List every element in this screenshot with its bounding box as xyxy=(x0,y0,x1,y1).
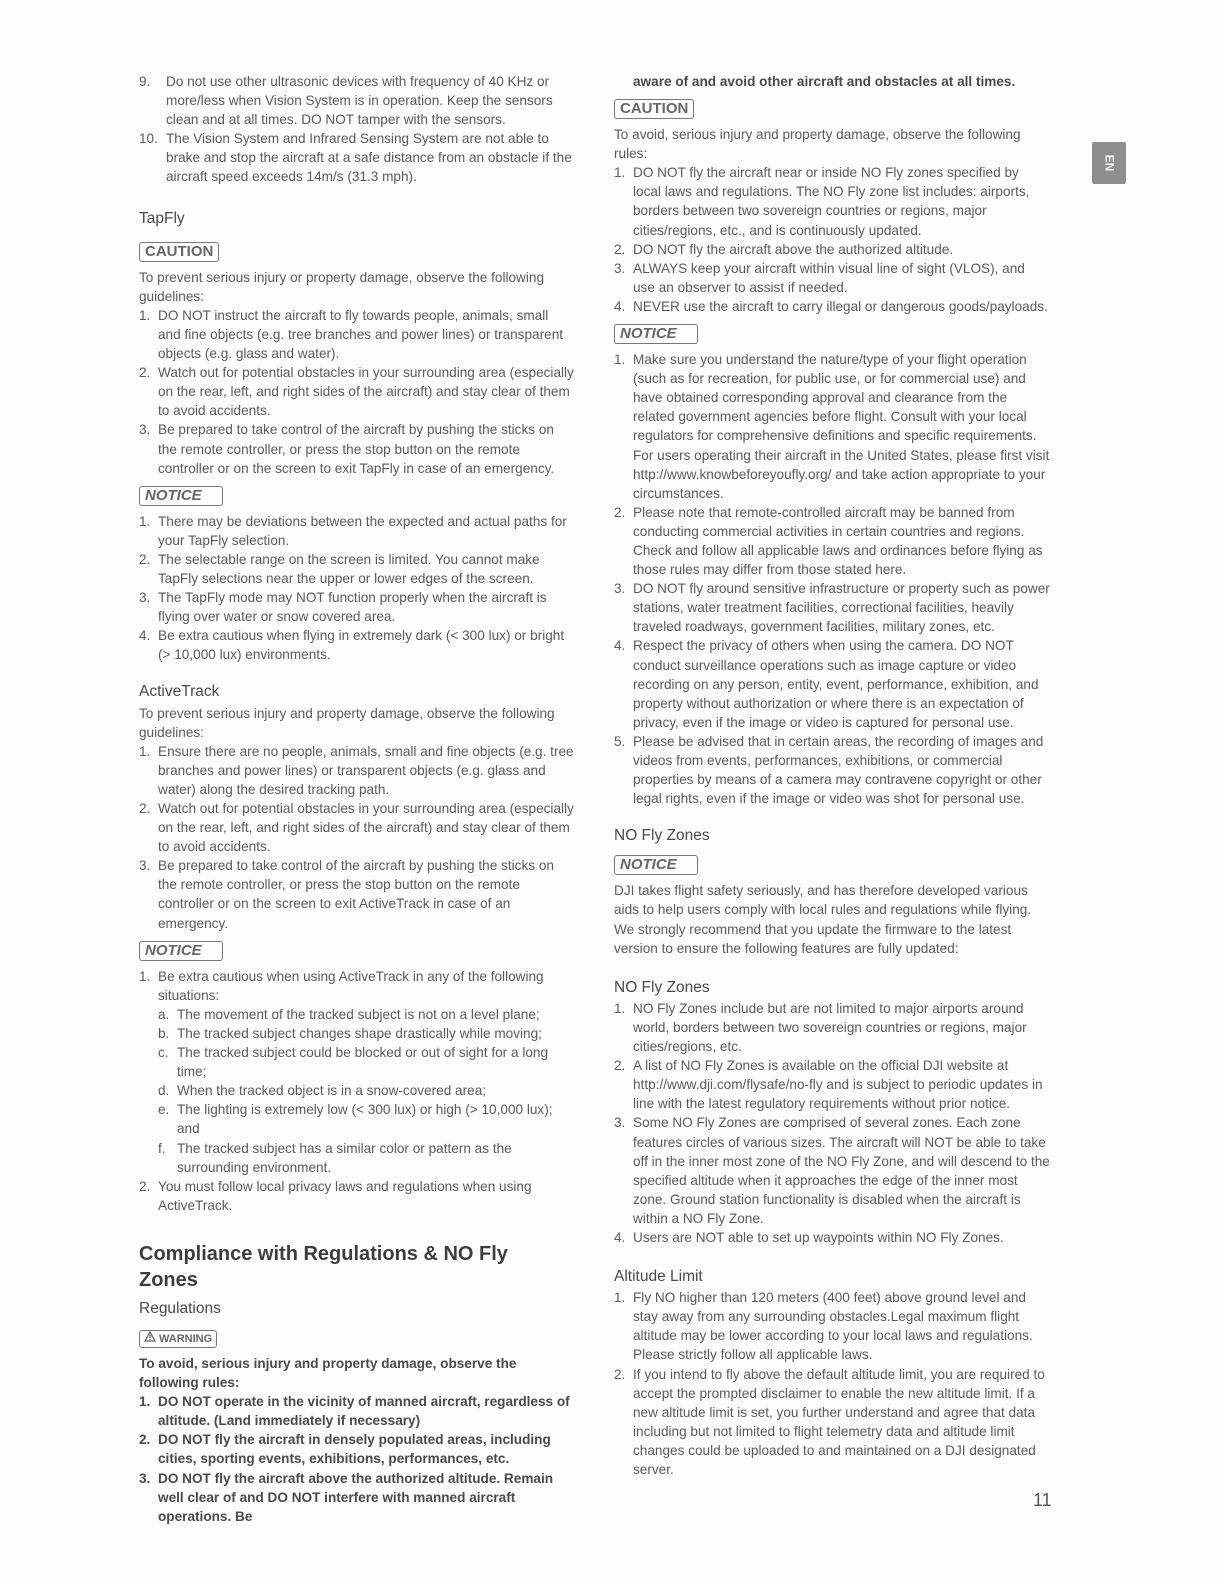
list-item xyxy=(139,1177,574,1215)
item-text: Respect the privacy of others when using the camera. DO NOT conduct surveillance operations such as image capture or video recording on any person, entity, event, performance, exhibition, and property without authorization or where there is an expectation of privacy, even if the image or video is captured for personal use. xyxy=(633,638,1039,730)
item-number: 3. xyxy=(614,260,626,276)
regulations-heading: Regulations xyxy=(139,1299,221,1317)
list-item xyxy=(139,1469,574,1526)
item-number: 1. xyxy=(139,743,151,759)
item-number: 2. xyxy=(614,504,626,520)
language-tab-label: EN xyxy=(1101,154,1116,172)
nofly-heading: NO Fly Zones xyxy=(614,827,710,845)
caution-badge: CAUTION xyxy=(614,99,694,119)
item-text: The tracked subject changes shape drastically while moving; xyxy=(177,1025,542,1041)
sub-list-item xyxy=(139,1005,574,1024)
activetrack-list xyxy=(139,742,574,933)
list-item xyxy=(139,626,574,664)
item-text: DO NOT fly the aircraft above the authorized altitude. xyxy=(633,241,954,257)
caution-intro: To avoid, serious injury and property damage, observe the following rules: xyxy=(614,127,1021,162)
continued-warning-text: aware of and avoid other aircraft and obstacles at all times. xyxy=(633,74,1016,89)
item-text: Please note that remote-controlled aircraft may be banned from conducting commercial activities in certain countries and regions. Check and follow all applicable laws and ordinances before flying as those rules may differ from those stated here. xyxy=(633,504,1043,578)
nofly-list xyxy=(614,999,1050,1247)
sub-list-item xyxy=(139,1139,574,1177)
warning-triangle-icon xyxy=(144,1331,156,1347)
item-text: Ensure there are no people, animals, small and fine objects (e.g. tree branches and power lines) or transparent objects (e.g. glass and water) along the desired tracking path. xyxy=(158,743,574,797)
nofly-subheading: NO Fly Zones xyxy=(614,978,710,996)
list-item xyxy=(614,732,1050,808)
list-item xyxy=(614,636,1050,731)
item-text: If you intend to fly above the default altitude limit, you are required to accept the prompted disclaimer to enable the new altitude limit. If a new altitude limit is set, you further understand and agree that data including but not limited to flight telemetry data and altitude limit changes could be uploaded to and maintained on a DJI designated server. xyxy=(633,1366,1045,1477)
list-item xyxy=(614,1288,1050,1364)
item-text: Watch out for potential obstacles in your surrounding area (especially on the rear, left, and right sides of the aircraft) and stay clear of them to avoid accidents. xyxy=(158,365,574,419)
item-number: 2. xyxy=(614,1366,626,1382)
item-text: NO Fly Zones include but are not limited to major airports around world, borders between two sovereign countries or regions, major cities/regions, etc. xyxy=(633,1000,1027,1055)
item-number: 3. xyxy=(139,590,151,606)
item-letter: c. xyxy=(158,1045,169,1061)
item-number: 1. xyxy=(614,1290,626,1306)
item-letter: b. xyxy=(158,1025,170,1041)
list-item xyxy=(614,350,1050,503)
item-number: 2. xyxy=(139,1178,151,1194)
item-number: 2. xyxy=(614,241,626,257)
item-text: Please be advised that in certain areas, the recording of images and videos from events, performances, exhibitions, or commercial properties by means of a camera may contravene copyright or other legal rights, even if the image or video was shot for personal use. xyxy=(633,733,1044,807)
sub-list-item xyxy=(139,1024,574,1043)
tapfly-notice-list xyxy=(139,512,574,665)
item-letter: e. xyxy=(158,1102,170,1118)
item-text: Fly NO higher than 120 meters (400 feet) above ground level and stay away from any surrounding obstacles.Legal maximum flight altitude may be lower according to your local laws and regulations. Please strictly follow all applicable laws. xyxy=(633,1290,1033,1363)
item-number: 4. xyxy=(614,298,626,314)
list-item xyxy=(139,1430,574,1468)
list-item xyxy=(139,129,574,186)
notice-badge: NOTICE xyxy=(614,324,698,344)
list-item xyxy=(139,967,574,1005)
item-text: DO NOT fly the aircraft above the authorized altitude. Remain well clear of and DO NOT interfere with manned aircraft operations. Be xyxy=(158,1470,554,1524)
item-number: 1. xyxy=(139,513,151,529)
item-number: 9. xyxy=(139,74,151,89)
sub-list-item xyxy=(139,1100,574,1138)
item-number: 10. xyxy=(139,131,158,147)
list-item xyxy=(614,240,1050,259)
list-item xyxy=(139,512,574,550)
list-item xyxy=(139,1392,574,1430)
activetrack-notice-list xyxy=(139,967,574,1215)
item-number: 3. xyxy=(139,1470,151,1486)
activetrack-heading: ActiveTrack xyxy=(139,683,220,701)
item-number: 3. xyxy=(139,858,151,874)
list-item xyxy=(139,856,574,932)
tapfly-caution-intro: To prevent serious injury or property damage, observe the following guidelines: xyxy=(139,269,545,304)
list-item xyxy=(614,503,1050,579)
item-text: The tracked subject has a similar color or pattern as the surrounding environment. xyxy=(177,1140,512,1175)
item-letter: d. xyxy=(158,1083,170,1099)
list-item xyxy=(139,742,574,799)
item-number: 1. xyxy=(614,165,626,181)
item-text: Users are NOT able to set up waypoints within NO Fly Zones. xyxy=(633,1229,1004,1245)
item-number: 3. xyxy=(139,422,151,438)
item-text: Be extra cautious when flying in extremely dark (< 300 lux) or bright (> 10,000 lux) environments. xyxy=(158,628,565,663)
item-text: You must follow local privacy laws and regulations when using ActiveTrack. xyxy=(158,1178,532,1213)
item-text: The tracked subject could be blocked or out of sight for a long time; xyxy=(177,1045,549,1080)
item-text: The selectable range on the screen is limited. You cannot make TapFly selections near the upper or lower edges of the screen. xyxy=(158,551,540,586)
item-text: A list of NO Fly Zones is available on the official DJI website at http://www.dji.com/flysafe/no-fly and is subject to periodic updates in line with the latest regulatory requirements without prior notice. xyxy=(633,1058,1043,1112)
item-text: NEVER use the aircraft to carry illegal or dangerous goods/payloads. xyxy=(633,298,1048,314)
sub-list-item xyxy=(139,1043,574,1081)
warning-intro: To avoid, serious injury and property damage, observe the following rules: xyxy=(139,1355,517,1391)
item-text: The lighting is extremely low (< 300 lux) or high (> 10,000 lux); and xyxy=(177,1102,553,1137)
item-number: 5. xyxy=(614,733,626,749)
caution-list xyxy=(614,163,1050,316)
item-text: Do not use other ultrasonic devices with frequency of 40 KHz or more/less when Vision System is in operation. Keep the sensors clean and at all times. DO NOT tamper with the sensors. xyxy=(166,74,553,128)
item-text: DO NOT fly around sensitive infrastructure or property such as power stations, water treatment facilities, correctional facilities, heavily traveled roadways, government facilities, military zones, etc. xyxy=(633,581,1050,635)
item-number: 4. xyxy=(614,1229,626,1245)
item-text: Be prepared to take control of the aircraft by pushing the sticks on the remote controller, or press the stop button on the remote controller or on the screen to exit TapFly in case of an emergency. xyxy=(158,422,555,476)
compliance-heading: Compliance with Regulations & NO Fly Zones xyxy=(139,1242,508,1291)
item-letter: f. xyxy=(158,1140,166,1156)
item-number: 2. xyxy=(139,1432,151,1448)
item-letter: a. xyxy=(158,1006,170,1022)
list-item xyxy=(614,163,1050,239)
item-text: DO NOT fly the aircraft near or inside NO Fly zones specified by local laws and regulations. The NO Fly zone list includes: airports, borders between two sovereign countries or regions, major cities/regions, etc., and is continuously updated. xyxy=(633,165,1030,238)
item-text: Be extra cautious when using ActiveTrack in any of the following situations: xyxy=(158,968,544,1003)
list-item xyxy=(139,799,574,856)
left-column xyxy=(139,72,574,1526)
language-tab xyxy=(1092,142,1126,184)
item-text: DO NOT instruct the aircraft to fly towards people, animals, small and fine objects (e.g. tree branches and power lines) or transparent objects (e.g. glass and water). xyxy=(158,307,564,362)
list-item xyxy=(614,579,1050,636)
notice-list xyxy=(614,350,1050,808)
item-text: When the tracked object is in a snow-covered area; xyxy=(177,1083,487,1099)
list-item xyxy=(614,1365,1050,1480)
list-item xyxy=(139,363,574,420)
item-number: 3. xyxy=(614,581,626,597)
list-item xyxy=(614,297,1050,316)
item-text: There may be deviations between the expected and actual paths for your TapFly selection. xyxy=(158,513,567,548)
activetrack-intro: To prevent serious injury and property damage, observe the following guidelines: xyxy=(139,705,555,740)
list-item xyxy=(139,420,574,477)
list-item xyxy=(614,1056,1050,1113)
item-number: 1. xyxy=(139,968,151,984)
item-text: The TapFly mode may NOT function properly when the aircraft is flying over water or snow covered area. xyxy=(158,590,547,625)
tapfly-caution-list xyxy=(139,306,574,478)
item-number: 2. xyxy=(614,1058,626,1074)
item-text: Watch out for potential obstacles in your surrounding area (especially on the rear, left, and right sides of the aircraft) and stay clear of them to avoid accidents. xyxy=(158,801,574,855)
warning-label: WARNING xyxy=(159,1332,213,1345)
item-text: The movement of the tracked subject is not on a level plane; xyxy=(177,1006,540,1022)
list-item xyxy=(614,1113,1050,1228)
item-number: 1. xyxy=(614,352,626,368)
item-text: Make sure you understand the nature/type of your flight operation (such as for recreation, for public use, or for commercial use) and have obtained corresponding approval and clearance from the related government agencies before flight. Consult with your local regulators for comprehensive definitions and specific requirements. For users operating their aircraft in the United States, please first visit http://www.knowbeforeyoufly.org/ and take action appropriate to your circumstances. xyxy=(633,352,1050,501)
item-number: 2. xyxy=(139,551,151,567)
list-item xyxy=(614,999,1050,1056)
right-column xyxy=(614,72,1050,1479)
caution-badge: CAUTION xyxy=(139,242,219,262)
notice-badge: NOTICE xyxy=(139,941,223,961)
altitude-heading: Altitude Limit xyxy=(614,1268,703,1286)
list-item xyxy=(614,259,1050,297)
item-text: DO NOT operate in the vicinity of manned aircraft, regardless of altitude. (Land immediately if necessary) xyxy=(158,1394,570,1429)
item-number: 2. xyxy=(139,801,151,816)
item-number: 1. xyxy=(614,1000,626,1016)
warning-list xyxy=(139,1392,574,1526)
item-number: 4. xyxy=(139,628,151,644)
list-item xyxy=(614,1228,1050,1247)
item-number: 1. xyxy=(139,1394,151,1410)
item-text: ALWAYS keep your aircraft within visual line of sight (VLOS), and use an observer to assist if needed. xyxy=(633,260,1025,295)
notice-badge: NOTICE xyxy=(614,855,698,875)
notice-badge: NOTICE xyxy=(139,486,223,506)
list-item xyxy=(139,550,574,588)
altitude-list xyxy=(614,1288,1050,1479)
page-number: 11 xyxy=(1033,1490,1052,1510)
item-number: 1. xyxy=(139,307,151,323)
item-number: 4. xyxy=(614,638,626,654)
intro-list xyxy=(139,72,574,187)
list-item xyxy=(139,306,574,363)
warning-badge xyxy=(139,1330,217,1348)
item-text: Some NO Fly Zones are comprised of several zones. Each zone features circles of various sizes. The aircraft will NOT be able to take off in the inner most zone of the NO Fly Zone, and will descend to the specified altitude when it approaches the edge of the inner most zone. Ground station functionality is disabled when the aircraft is within a NO Fly Zone. xyxy=(633,1115,1050,1226)
list-item xyxy=(139,588,574,626)
item-number: 3. xyxy=(614,1115,626,1131)
item-number: 2. xyxy=(139,365,151,381)
nofly-notice-text: DJI takes flight safety seriously, and has therefore developed various aids to help users comply with local rules and regulations while flying. We strongly recommend that you update the firmware to the latest version to ensure the following features are fully updated: xyxy=(614,883,1032,956)
tapfly-heading: TapFly xyxy=(139,209,185,227)
item-text: The Vision System and Infrared Sensing System are not able to brake and stop the aircraft at a safe distance from an obstacle if the aircraft speed exceeds 14m/s (31.3 mph). xyxy=(166,131,572,185)
item-text: Be prepared to take control of the aircraft by pushing the sticks on the remote controller, or press the stop button on the remote controller or on the screen to exit ActiveTrack in case of an emergency. xyxy=(158,858,554,931)
sub-list-item xyxy=(139,1081,574,1100)
item-text: DO NOT fly the aircraft in densely populated areas, including cities, sporting events, exhibitions, performances, etc. xyxy=(158,1432,551,1467)
list-item xyxy=(139,72,574,129)
